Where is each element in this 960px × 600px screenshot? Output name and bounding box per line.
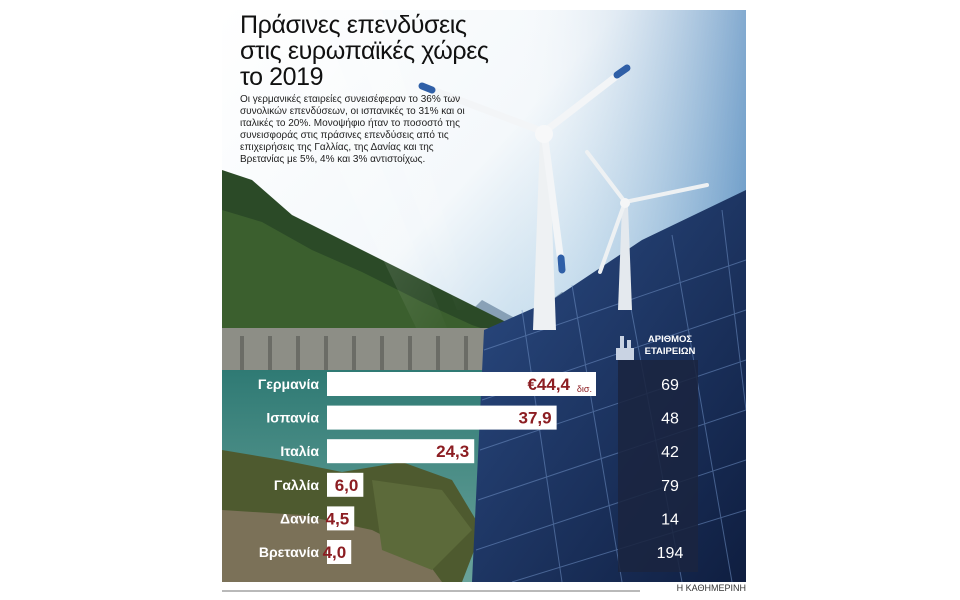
infographic-panel — [222, 10, 746, 582]
company-count: 69 — [661, 377, 679, 394]
source-label: Η ΚΑΘΗΜΕΡΙΝΗ — [640, 583, 746, 593]
value-label: €44,4 — [527, 375, 570, 394]
companies-header-line-2: ΕΤΑΙΡΕΙΩΝ — [644, 346, 696, 357]
value-label: 4,5 — [325, 509, 350, 529]
value-label: 24,3 — [436, 442, 470, 462]
value-label: 6,0 — [334, 475, 359, 495]
subtitle: Οι γερμανικές εταιρείες συνεισέφεραν το 36% των συνολικών επενδύσεων, οι ισπανικές το 31% και οι ιταλικές το 20%. Μονοψήφιο ήταν το ποσοστό της συνεισφοράς στις πράσινες επενδύσεις από τις επιχειρήσεις της Γαλλίας, της Δανίας και της Βρετανίας με 5%, 4% και 3% αντιστοίχως. — [240, 94, 465, 165]
category-label: Γερμανία — [257, 376, 319, 392]
company-count: 194 — [656, 545, 684, 562]
category-label: Ισπανία — [266, 409, 319, 426]
category-label: Δανία — [280, 510, 319, 527]
company-count: 79 — [661, 477, 679, 495]
company-count: 48 — [661, 410, 679, 428]
value-unit: δισ. — [576, 384, 592, 394]
bar-chart — [222, 10, 746, 582]
title-line-3: το 2019 — [240, 63, 324, 91]
category-label: Γαλλία — [273, 476, 319, 493]
company-count: 42 — [661, 444, 679, 462]
title-line-1: Πράσινες επενδύσεις — [240, 11, 467, 39]
companies-header-line-1: ΑΡΙΘΜΟΣ — [647, 334, 693, 345]
value-label: 4,0 — [322, 543, 347, 562]
category-label: Ιταλία — [280, 443, 319, 460]
value-label: 37,9 — [518, 408, 552, 428]
title-line-2: στις ευρωπαϊκές χώρες — [240, 37, 489, 65]
category-label: Βρετανία — [258, 544, 319, 560]
company-count: 14 — [661, 511, 679, 529]
